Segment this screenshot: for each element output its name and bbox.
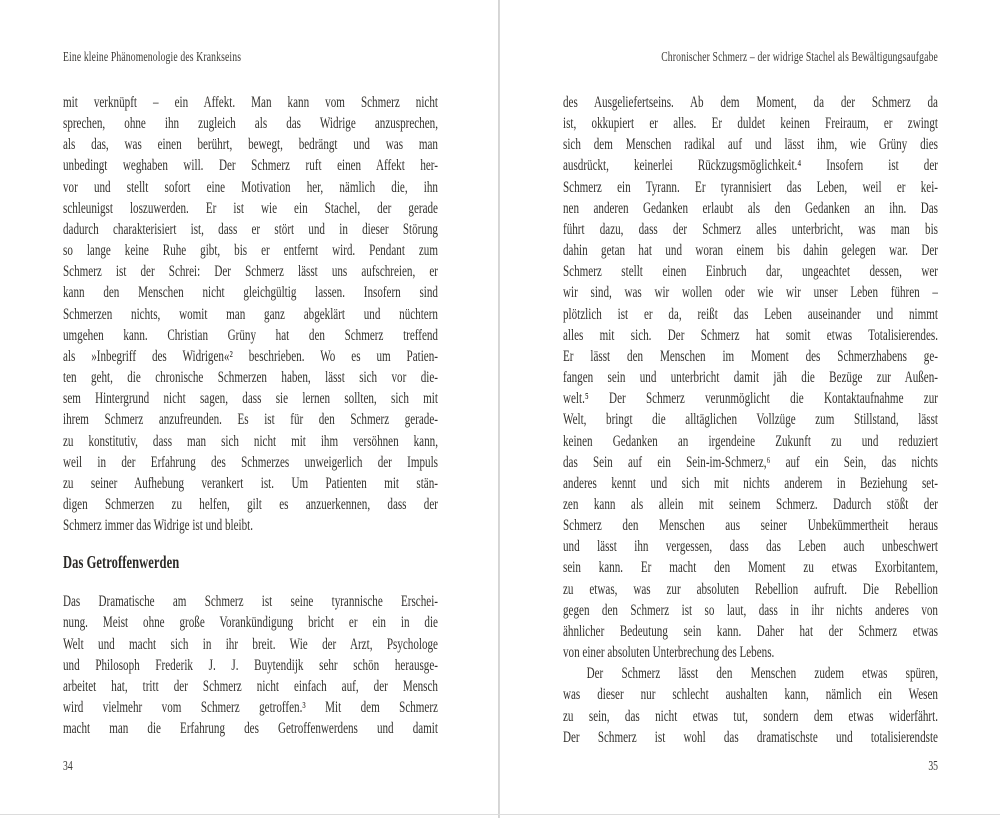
text-line: macht man die Erfahrung des Getroffenwerdens und damit [63,720,438,738]
text-line: Das Dramatische am Schmerz ist seine tyrannische Erschei- [63,593,438,611]
text-line: Welt und macht sich in ihr breit. Wie der Arzt, Psychologe [63,635,438,653]
text-line: wird vielmehr vom Schmerz getroffen.³ Mit dem Schmerz [63,699,438,717]
text-line: anderes kennt und sich mit nichts anderem in Beziehung set- [563,474,938,492]
text-line: keinen Gedanken an irgendeine Zukunft zu und reduziert [563,432,938,450]
text-line: zu seiner Aufhebung verankert ist. Um Patienten mit stän- [63,474,438,492]
text-line: Schmerzen nichts, womit man ganz abgeklärt und nüchtern [63,305,438,323]
text-line: unbedingt weghaben will. Der Schmerz ruft einen Affekt her- [63,157,438,175]
paragraph [63,92,438,536]
text-line: mit verknüpft – ein Affekt. Man kann vom Schmerz nicht [63,94,438,111]
paragraph [563,663,938,748]
text-line: kann den Menschen nicht gleichgültig lassen. Insofern sind [63,284,438,302]
text-line: ausdrückt, keinerlei Rückzugsmöglichkeit.⁴ Insofern ist der [563,157,938,175]
left-page-column [63,0,438,818]
text-line: ist, okkupiert er alles. Er duldet keinen Freiraum, er zwingt [563,115,938,133]
text-line: gegen den Schmerz ist so laut, dass in ihr nichts anderes von [563,601,938,619]
running-head-right: Chronischer Schmerz – der widrige Stachel als Bewältigungsaufgabe [661,49,938,64]
text-line: zu konstitutiv, dass man sich nicht mit ihm versöhnen kann, [63,432,438,450]
text-line: Der Schmerz ist wohl das dramatischste und totalisierendste [563,728,938,746]
text-line: umgehen kann. Christian Grüny hat den Schmerz treffend [63,326,438,344]
text-line: Schmerz den Menschen aus seiner Unbekümmertheit heraus [563,517,938,535]
paragraph [563,92,938,663]
text-line: sprechen, ohne ihn zugleich als das Widrige anzusprechen, [63,115,438,133]
text-line: weil in der Erfahrung des Schmerzes unweigerlich der Impuls [63,453,438,471]
text-line: sem Hintergrund nicht sagen, dass sie lernen sollten, sich mit [63,390,438,408]
text-line: und Philosoph Frederik J. J. Buytendijk sehr schön herausge- [63,656,438,674]
right-page-body [563,92,938,748]
text-line: vor und stellt sofort eine Motivation her, nämlich die, ihn [63,178,438,196]
text-line: digen Schmerzen zu helfen, gilt es anzuerkennen, dass der [63,495,438,513]
section-heading: Das Getroffenwerden [63,552,180,573]
right-page [563,0,938,818]
text-line: Schmerz ein Tyrann. Er tyrannisiert das Leben, weil er kei- [563,178,938,196]
text-line: was dieser nur schlecht aushalten kann, nämlich ein Wesen [563,686,938,704]
text-line: sein kann. Er macht den Moment zu etwas Exorbitantem, [563,559,938,577]
text-line: von einer absoluten Unterbrechung des Lebens. [563,644,775,662]
text-line: welt.⁵ Der Schmerz verunmöglicht die Kontaktaufnahme zur [563,390,938,408]
text-line: Schmerz stellt einen Einbruch dar, ungeachtet dessen, wer [563,263,938,281]
text-line: Schmerz ist der Schrei: Der Schmerz lässt uns aufschreien, er [63,263,438,281]
text-line: zen kann als allein mit seinem Schmerz. Dadurch stößt der [563,495,938,513]
text-line: als das, was einen berührt, bewegt, bedrängt und was man [63,136,438,154]
right-page-column [563,0,938,818]
page-gutter-divider [498,0,500,818]
text-line: führt dazu, dass der Schmerz alles unterbricht, was man bis [563,220,938,238]
text-line: arbeitet hat, tritt der Schmerz nicht einfach auf, der Mensch [63,677,438,695]
text-line: als »Inbegriff des Widrigen«² beschrieben. Wo es um Patien- [63,347,438,365]
text-line: schleunigst loszuwerden. Er ist wie ein Stachel, der gerade [63,199,438,217]
text-line: ten geht, die chronische Schmerzen haben, lässt sich vor die- [63,369,438,387]
text-line: Der Schmerz lässt den Menschen zudem etwas spüren, [586,665,938,683]
text-line: ähnlicher Bedeutung sein kann. Daher hat der Schmerz etwas [563,622,938,640]
text-line: zu etwas, was zur absoluten Rebellion aufruft. Die Rebellion [563,580,938,598]
text-line: so lange keine Ruhe gibt, bis er entfernt wird. Pendant zum [63,242,438,260]
text-line: das Sein auf ein Sein-im-Schmerz,⁶ auf ein Sein, das nichts [563,453,938,471]
running-head-left: Eine kleine Phänomenologie des Krankseins [63,49,242,64]
text-line: dahin getan hat und woran einem bis dahin gelegen war. Der [563,242,938,260]
page-number-right: 35 [928,758,938,773]
paragraph [63,591,438,739]
text-line: und lässt ihn vergessen, dass das Leben auch unbeschwert [563,538,938,556]
left-page [63,0,438,818]
text-line: alles mit sich. Der Schmerz hat somit etwas Totalisierendes. [563,326,938,344]
text-line: nung. Meist ohne große Vorankündigung bricht er ein in die [63,614,438,632]
text-line: ihrem Schmerz anzufreunden. Es ist für den Schmerz gerade- [63,411,438,429]
text-line: wir sind, was wir wollen oder wie wir unser Leben führen – [563,284,938,302]
text-line: sich dem Menschen radikal auf und lässt ihm, wie Grüny dies [563,136,938,154]
text-line: fangen sein und unterbricht damit jäh die Bezüge zur Außen- [563,369,938,387]
left-page-body [63,92,438,739]
text-line: Er lässt den Menschen im Moment des Schmerzhabens ge- [563,347,938,365]
text-line: Welt, bringt die alltäglichen Vollzüge zum Stillstand, lässt [563,411,938,429]
text-line: zu sein, das nicht etwas tut, sondern dem etwas widerfährt. [563,707,938,725]
text-line: nen anderen Gedanken erlaubt als den Gedanken an ihn. Das [563,199,938,217]
text-line: des Ausgeliefertseins. Ab dem Moment, da der Schmerz da [563,94,938,111]
text-line: plötzlich ist er da, reißt das Leben auseinander und nimmt [563,305,938,323]
text-line: dadurch charakterisiert ist, dass er stört und in dieser Störung [63,220,438,238]
page-number-left: 34 [63,758,73,773]
text-line: Schmerz immer das Widrige ist und bleibt. [63,517,254,535]
